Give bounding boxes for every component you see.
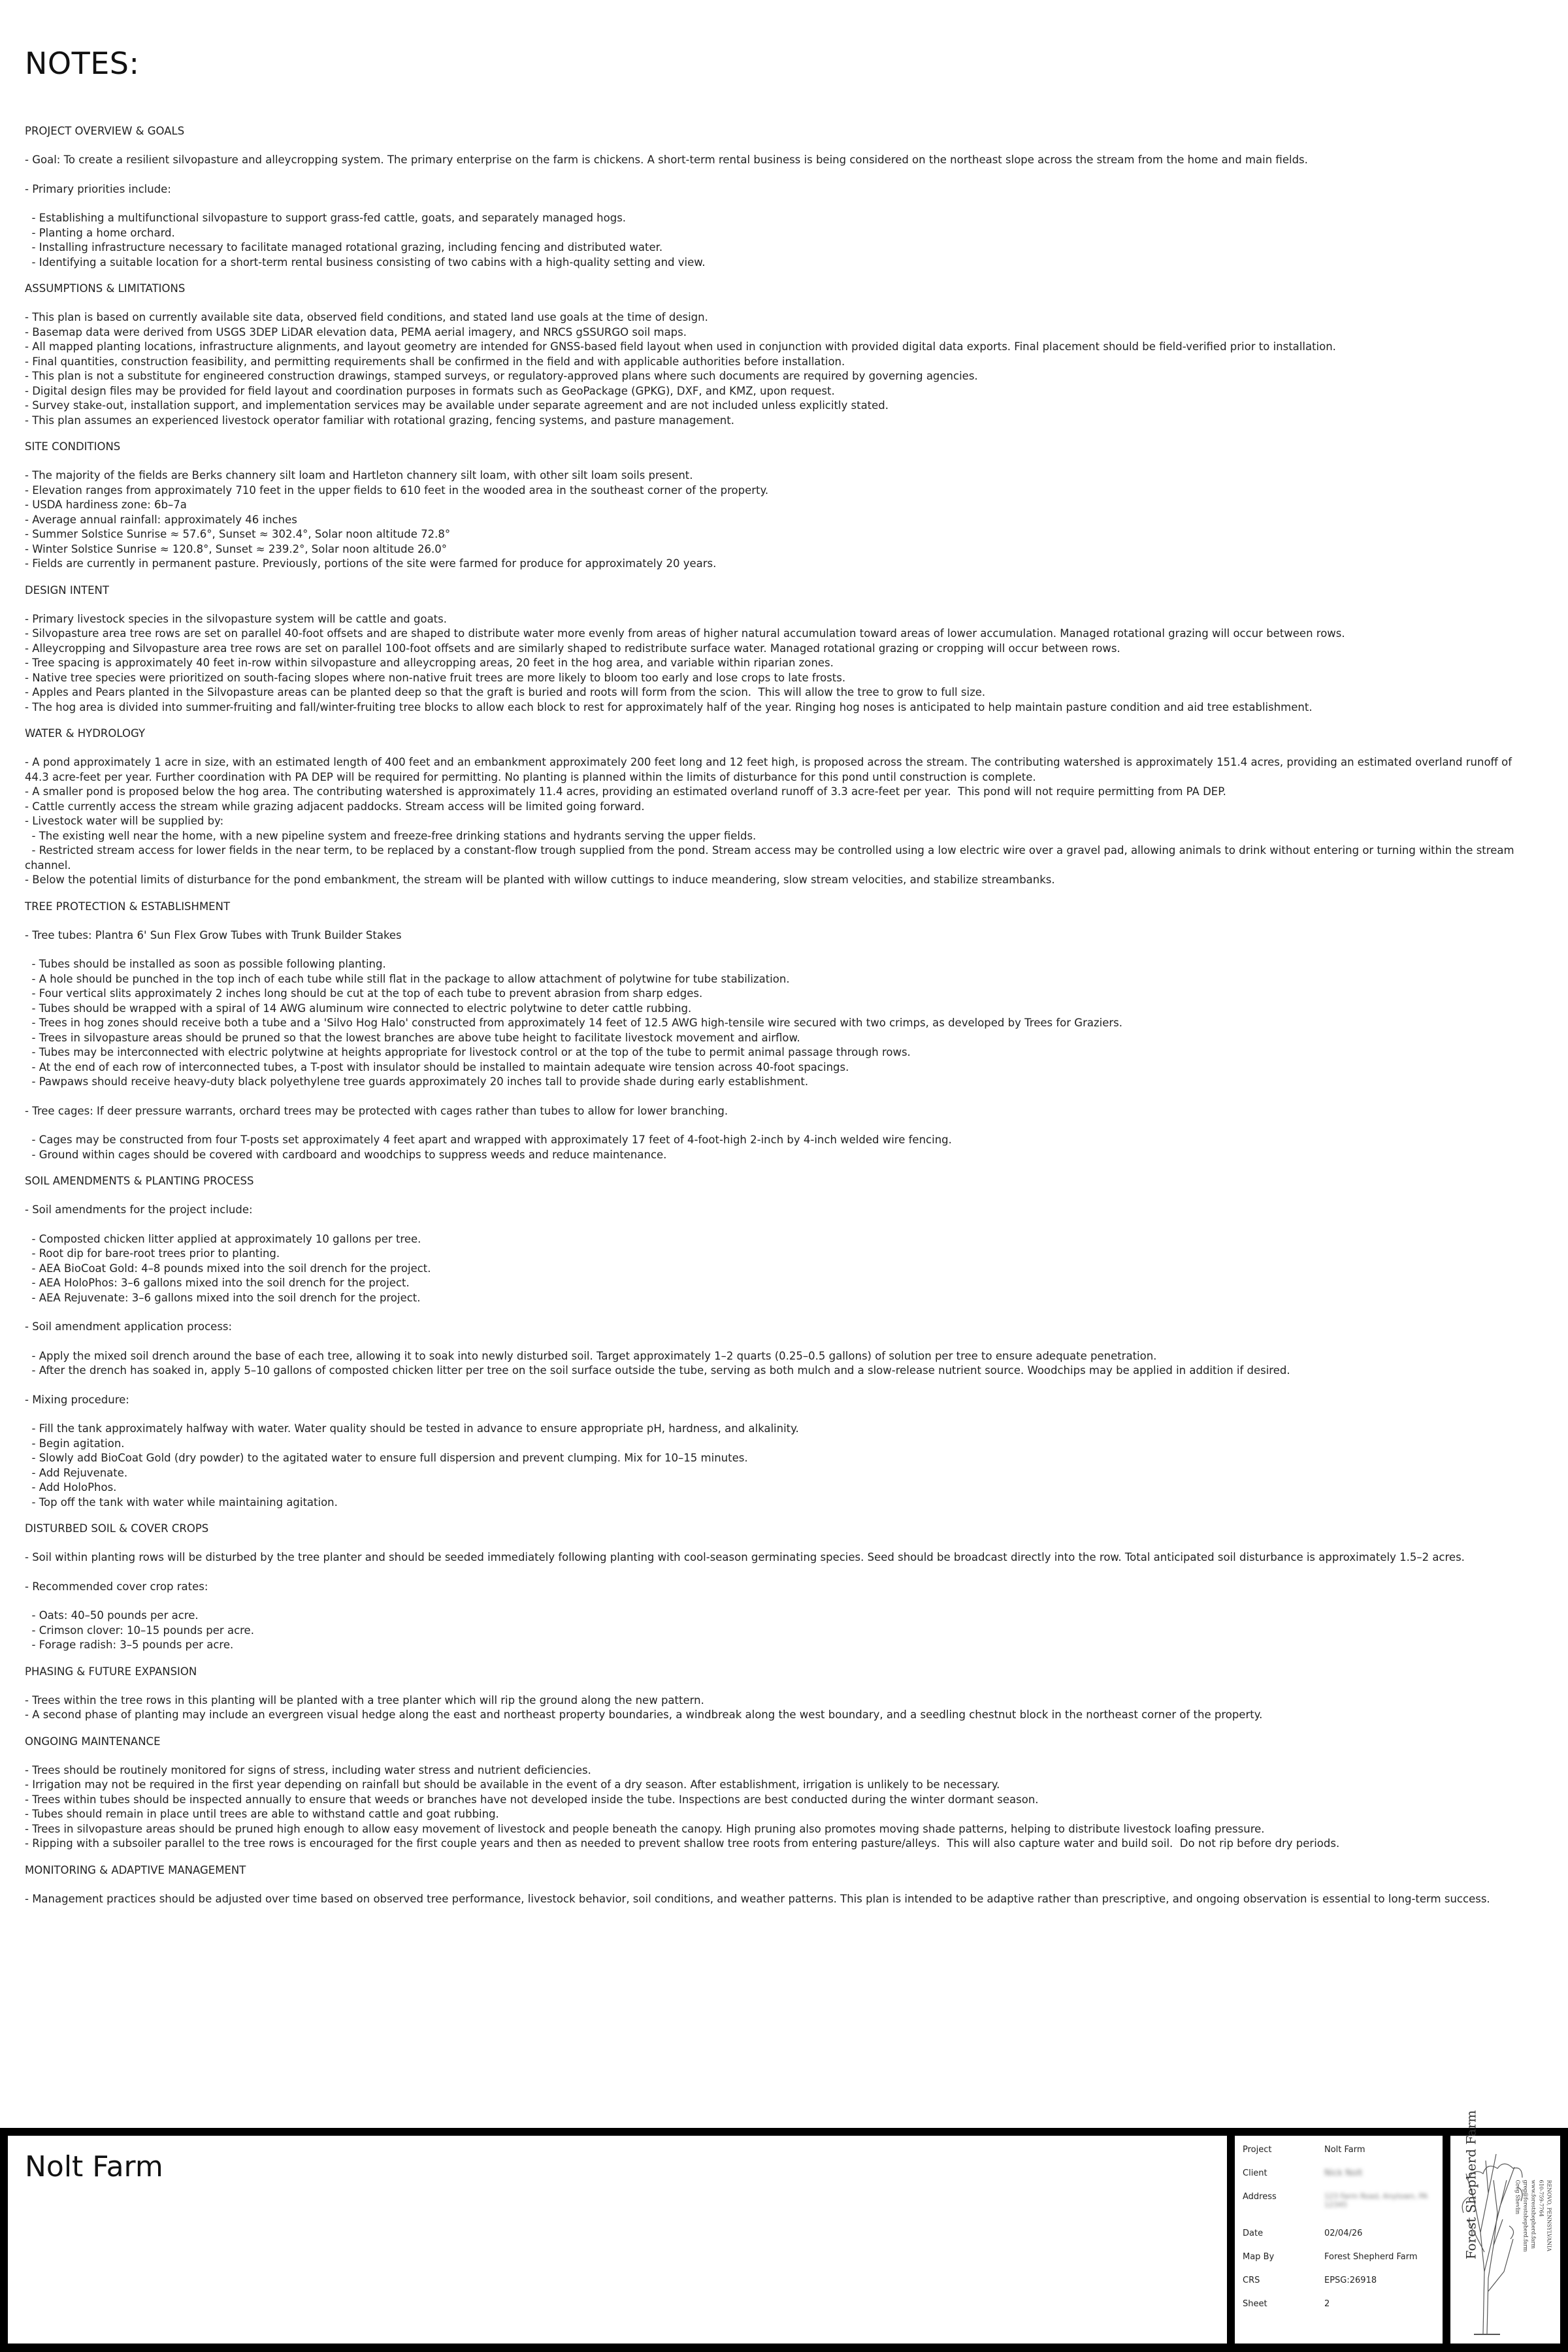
note-line: - Recommended cover crop rates: xyxy=(25,1580,208,1593)
info-label: Client xyxy=(1243,2168,1267,2178)
note-line: - Tubes should be installed as soon as possible following planting. xyxy=(25,958,386,970)
section-heading: DESIGN INTENT xyxy=(25,583,109,596)
note-line: - Four vertical slits approximately 2 inches long should be cut at the top of each tube to prevent abrasion from sharp edges. xyxy=(25,987,703,1000)
note-line: - Cages may be constructed from four T-posts set approximately 4 feet apart and wrapped with approximately 17 feet of 4-foot-high 2-inch by 4-inch welded wire fencing. xyxy=(25,1134,952,1146)
note-line: - Winter Solstice Sunrise ≈ 120.8°, Sunset ≈ 239.2°, Solar noon altitude 26.0° xyxy=(25,542,447,555)
note-line: - Fields are currently in permanent pasture. Previously, portions of the site were farmed for produce for approximately 20 years. xyxy=(25,557,717,570)
note-line: - Irrigation may not be required in the first year depending on rainfall but should be available in the event of a dry season. After establishment, irrigation is unlikely to be necessary. xyxy=(25,1778,1000,1791)
note-line: - Trees should be routinely monitored for signs of stress, including water stress and nutrient deficiencies. xyxy=(25,1763,591,1776)
note-line: - The hog area is divided into summer-fruiting and fall/winter-fruiting tree blocks to allow each block to rest for approximately half of the year. Ringing hog noses is anticipated to help maintain pasture condition and aid tree establishment. xyxy=(25,700,1313,713)
section-heading: PHASING & FUTURE EXPANSION xyxy=(25,1665,197,1678)
note-line: - At the end of each row of interconnected tubes, a T-post with insulator should be installed to maintain adequate wire tension across 40-foot spacings. xyxy=(25,1060,849,1073)
note-line: - Average annual rainfall: approximately 46 inches xyxy=(25,513,297,526)
note-line: - AEA HoloPhos: 3–6 gallons mixed into the soil drench for the project. xyxy=(25,1277,410,1289)
note-line: - Crimson clover: 10–15 pounds per acre. xyxy=(25,1624,254,1637)
note-line: - The majority of the fields are Berks channery silt loam and Hartleton channery silt loam, with other silt loam soils present. xyxy=(25,469,693,482)
info-label: Project xyxy=(1243,2145,1272,2155)
note-line: - A second phase of planting may include an evergreen visual hedge along the east and northeast property boundaries, a windbreak along the west boundary, and a seedling chestnut block in the northeast corner of the property. xyxy=(25,1708,1263,1721)
info-label: Date xyxy=(1243,2229,1264,2238)
note-line: - Native tree species were prioritized on south-facing slopes where non-native fruit trees are more likely to bloom too early and lose crops to late frosts. xyxy=(25,671,846,684)
notes-section xyxy=(25,1174,1527,1510)
notes-panel xyxy=(25,46,1527,1918)
note-line: - A hole should be punched in the top inch of each tube while still flat in the package to allow attachment of polytwine for tube stabilization. xyxy=(25,972,790,985)
note-line: - This plan is based on currently available site data, observed field conditions, and stated land use goals at the time of design. xyxy=(25,311,708,323)
notes-section xyxy=(25,1665,1527,1723)
note-line: - Alleycropping and Silvopasture area tree rows are set on parallel 100-foot offsets and are similarly shaped to redistribute surface water. Managed rotational grazing or cropping will occur between rows. xyxy=(25,642,1120,655)
note-line: - Silvopasture area tree rows are set on parallel 40-foot offsets and are shaped to distribute water more evenly from areas of higher natural accumulation toward areas of lower accumulation. Managed rotational grazing will occur between rows. xyxy=(25,627,1345,640)
farm-logo xyxy=(1454,2110,1556,2337)
line-spacer xyxy=(25,1565,1527,1580)
note-line: - Fill the tank approximately halfway with water. Water quality should be tested in advance to ensure appropriate pH, hardness, and alkalinity. xyxy=(25,1422,799,1435)
line-spacer xyxy=(25,1379,1527,1393)
line-spacer xyxy=(25,1594,1527,1609)
note-line: - AEA BioCoat Gold: 4–8 pounds mixed into the soil drench for the project. xyxy=(25,1262,431,1275)
section-heading: WATER & HYDROLOGY xyxy=(25,727,146,740)
note-line: - Tree tubes: Plantra 6' Sun Flex Grow Tubes with Trunk Builder Stakes xyxy=(25,928,402,941)
info-label: CRS xyxy=(1243,2276,1260,2285)
info-label: Map By xyxy=(1243,2252,1275,2262)
title-block xyxy=(0,2110,1568,2352)
note-line: - Trees in silvopasture areas should be pruned high enough to allow easy movement of livestock and people beneath the canopy. High pruning also promotes moving shade patterns, helping to distribute livestock loafing pressure. xyxy=(25,1822,1265,1835)
logo-contact-5: RENOVO, PENNSYLVANIA xyxy=(1546,2180,1552,2251)
info-value: 123 Farm Road, Anytown, PA 12345 xyxy=(1324,2192,1428,2209)
section-heading: ONGOING MAINTENANCE xyxy=(25,1735,161,1748)
info-value: 02/04/26 xyxy=(1324,2229,1363,2238)
note-line: - Installing infrastructure necessary to facilitate managed rotational grazing, including fencing and distributed water. xyxy=(25,241,663,253)
note-line: - Tree cages: If deer pressure warrants, orchard trees may be protected with cages rather than tubes to allow for lower branching. xyxy=(25,1104,728,1117)
note-line: - Ground within cages should be covered with cardboard and woodchips to suppress weeds and reduce maintenance. xyxy=(25,1148,667,1161)
note-line: - Composted chicken litter applied at approximately 10 gallons per tree. xyxy=(25,1232,421,1245)
note-line: - Elevation ranges from approximately 710 feet in the upper fields to 610 feet in the wooded area in the southeast corner of the property. xyxy=(25,483,769,497)
notes-section xyxy=(25,282,1527,428)
note-line: - Tubes should remain in place until trees are able to withstand cattle and goat rubbing. xyxy=(25,1808,499,1820)
note-line: - Ripping with a subsoiler parallel to the tree rows is encouraged for the first couple years and then as needed to prevent shallow tree roots from entering pasture/alleys. This will also capture water and build soil. Do not rip before dry periods. xyxy=(25,1837,1340,1850)
note-line: - Oats: 40–50 pounds per acre. xyxy=(25,1609,199,1622)
note-line: - Primary priorities include: xyxy=(25,182,171,195)
info-value: 2 xyxy=(1324,2299,1330,2309)
note-line: - USDA hardiness zone: 6b–7a xyxy=(25,498,187,511)
note-line: - Basemap data were derived from USGS 3DEP LiDAR elevation data, PEMA aerial imagery, and NRCS gSSURGO soil maps. xyxy=(25,325,687,338)
notes-section xyxy=(25,727,1527,888)
notes-section xyxy=(25,440,1527,572)
note-line: - Final quantities, construction feasibility, and permitting requirements shall be confirmed in the field and with applicable authorities before installation. xyxy=(25,355,845,368)
note-line: - Top off the tank with water while maintaining agitation. xyxy=(25,1495,338,1509)
note-line: - This plan assumes an experienced livestock operator familiar with rotational grazing, fencing systems, and pasture management. xyxy=(25,414,734,427)
note-line: - Survey stake-out, installation support, and implementation services may be available under separate agreement and are not included unless explicitly stated. xyxy=(25,399,889,412)
note-line: - Tubes may be interconnected with electric polytwine at heights appropriate for livestock control or at the top of the tube to permit animal passage through rows. xyxy=(25,1046,911,1058)
line-spacer xyxy=(25,197,1527,211)
note-line: - Livestock water will be supplied by: xyxy=(25,815,224,827)
note-line: - Slowly add BioCoat Gold (dry powder) to the agitated water to ensure full dispersion and prevent clumping. Mix for 10–15 minutes. xyxy=(25,1452,748,1464)
note-line: - Digital design files may be provided for field layout and coordination purposes in formats such as GeoPackage (GPKG), DXF, and KMZ, upon request. xyxy=(25,384,835,397)
note-line: - Tubes should be wrapped with a spiral of 14 AWG aluminum wire connected to electric polytwine to deter cattle rubbing. xyxy=(25,1002,692,1015)
logo-contact-1: Greg Shevlin xyxy=(1514,2180,1521,2215)
note-line: - Begin agitation. xyxy=(25,1437,125,1450)
notes-section xyxy=(25,1735,1527,1852)
note-line: - Trees in silvopasture areas should be pruned so that the lowest branches are above tube height to facilitate livestock movement and airflow. xyxy=(25,1031,800,1044)
note-line: - Apply the mixed soil drench around the base of each tree, allowing it to soak into newly disturbed soil. Target approximately 1–2 quarts (0.25–0.5 gallons) of solution per tree to ensure adequate penetration. xyxy=(25,1349,1157,1362)
note-line: - A pond approximately 1 acre in size, with an estimated length of 400 feet and an embankment approximately 200 feet long and 12 feet high, is proposed across the stream. The contributing watershed is approximately 151.4 acres, providing an estimated overland runoff of 44.3 acre-feet per year. Further coordination with PA DEP will be required for permitting. No planting is planned within the limits of disturbance for this pond until construction is complete. xyxy=(25,756,1516,783)
note-line: - AEA Rejuvenate: 3–6 gallons mixed into the soil drench for the project. xyxy=(25,1291,421,1304)
info-value: EPSG:26918 xyxy=(1324,2276,1377,2285)
title-block-logo xyxy=(1450,2110,1560,2344)
note-line: - Identifying a suitable location for a short-term rental business consisting of two cabins with a high-quality setting and view. xyxy=(25,255,706,269)
note-line: - Tree spacing is approximately 40 feet in-row within silvopasture and alleycropping areas, 20 feet in the hog area, and variable within riparian zones. xyxy=(25,657,834,669)
note-line: - The existing well near the home, with a new pipeline system and freeze-free drinking stations and hydrants serving the upper fields. xyxy=(25,829,757,842)
line-spacer xyxy=(25,168,1527,182)
title-block-main xyxy=(8,2136,1227,2344)
notes-section xyxy=(25,1863,1527,1907)
section-heading: DISTURBED SOIL & COVER CROPS xyxy=(25,1522,209,1535)
note-line: - Summer Solstice Sunrise ≈ 57.6°, Sunset ≈ 302.4°, Solar noon altitude 72.8° xyxy=(25,528,451,540)
note-line: - Cattle currently access the stream while grazing adjacent paddocks. Stream access will be limited going forward. xyxy=(25,800,645,813)
note-line: - Add Rejuvenate. xyxy=(25,1466,128,1479)
note-line: - This plan is not a substitute for engineered construction drawings, stamped surveys, or regulatory-approved plans where such documents are required by governing agencies. xyxy=(25,370,978,382)
note-line: - Trees within the tree rows in this planting will be planted with a tree planter which will rip the ground along the new pattern. xyxy=(25,1693,704,1707)
note-line: - A smaller pond is proposed below the hog area. The contributing watershed is approximately 11.4 acres, providing an estimated overland runoff of 3.3 acre-feet per year. This pond will not require permitting from PA DEP. xyxy=(25,785,1226,798)
note-line: - Soil amendment application process: xyxy=(25,1320,233,1333)
note-line: - All mapped planting locations, infrastructure alignments, and layout geometry are intended for GNSS-based field layout when used in conjunction with provided digital data exports. Final placement should be field-verified prior to installation. xyxy=(25,340,1336,353)
title-block-info xyxy=(1235,2136,1443,2344)
logo-contact-2: greg@forestshepherd.farm xyxy=(1522,2180,1529,2252)
notes-sections xyxy=(25,124,1527,1906)
line-spacer xyxy=(25,1305,1527,1320)
info-value: Forest Shepherd Farm xyxy=(1324,2252,1418,2262)
logo-name: Forest Shepherd Farm xyxy=(1463,2110,1479,2260)
notes-section xyxy=(25,124,1527,270)
notes-title: NOTES: xyxy=(25,46,140,81)
section-heading: SOIL AMENDMENTS & PLANTING PROCESS xyxy=(25,1175,254,1187)
note-line: - After the drench has soaked in, apply 5–10 gallons of composted chicken litter per tree on the soil surface outside the tube, serving as both mulch and a slow-release nutrient source. Woodchips may be applied in addition if desired. xyxy=(25,1364,1290,1377)
note-line: - Forage radish: 3–5 pounds per acre. xyxy=(25,1639,234,1651)
line-spacer xyxy=(25,1407,1527,1422)
section-heading: MONITORING & ADAPTIVE MANAGEMENT xyxy=(25,1863,246,1876)
note-line: - Soil within planting rows will be disturbed by the tree planter and should be seeded immediately following planting with cool-season germinating species. Seed should be broadcast directly into the row. Total anticipated soil disturbance is approximately 1.5–2 acres. xyxy=(25,1551,1465,1563)
logo-contact-4: 610-759-7764 xyxy=(1538,2180,1544,2217)
note-line: - Root dip for bare-root trees prior to planting. xyxy=(25,1247,280,1260)
line-spacer xyxy=(25,1119,1527,1133)
note-line: - Below the potential limits of disturbance for the pond embankment, the stream will be planted with willow cuttings to induce meandering, slow stream velocities, and stabilize streambanks. xyxy=(25,874,1055,886)
section-heading: SITE CONDITIONS xyxy=(25,440,121,453)
note-line: - Planting a home orchard. xyxy=(25,226,175,239)
note-line: - Establishing a multifunctional silvopasture to support grass-fed cattle, goats, and separately managed hogs. xyxy=(25,212,627,224)
note-line: - Primary livestock species in the silvopasture system will be cattle and goats. xyxy=(25,612,447,625)
note-line: - Add HoloPhos. xyxy=(25,1481,117,1494)
notes-section xyxy=(25,1522,1527,1653)
note-line: - Management practices should be adjusted over time based on observed tree performance, livestock behavior, soil conditions, and weather patterns. This plan is intended to be adaptive rather than prescriptive, and ongoing observation is essential to long-term success. xyxy=(25,1892,1490,1905)
note-line: - Trees in hog zones should receive both a tube and a 'Silvo Hog Halo' constructed from approximately 14 feet of 12.5 AWG high-tensile wire secured with two crimps, as developed by Trees for Graziers. xyxy=(25,1017,1122,1029)
info-label: Address xyxy=(1243,2192,1277,2202)
note-line: - Apples and Pears planted in the Silvopasture areas can be planted deep so that the graft is buried and roots will form from the scion. This will allow the tree to grow to full size. xyxy=(25,686,986,698)
info-value: Nick Nolt xyxy=(1324,2168,1363,2178)
logo-contact-3: www.forestshepherd.farm xyxy=(1530,2180,1537,2249)
project-name: Nolt Farm xyxy=(25,2150,163,2183)
note-line: - Soil amendments for the project include: xyxy=(25,1203,253,1216)
note-line: - Mixing procedure: xyxy=(25,1393,129,1406)
line-spacer xyxy=(25,1218,1527,1232)
note-line: - Restricted stream access for lower fields in the near term, to be replaced by a constant-flow trough supplied from the pond. Stream access may be controlled using a low electric wire over a gravel pad, allowing animals to drink without entering or turning within the stream channel. xyxy=(25,844,1518,872)
section-heading: ASSUMPTIONS & LIMITATIONS xyxy=(25,282,186,295)
note-line: - Trees within tubes should be inspected annually to ensure that weeds or branches have not developed inside the tube. Inspections are best conducted during the winter dormant season. xyxy=(25,1793,1039,1806)
section-heading: PROJECT OVERVIEW & GOALS xyxy=(25,125,185,137)
section-heading: TREE PROTECTION & ESTABLISHMENT xyxy=(25,900,231,913)
line-spacer xyxy=(25,943,1527,957)
line-spacer xyxy=(25,1335,1527,1349)
line-spacer xyxy=(25,1090,1527,1104)
notes-section xyxy=(25,583,1527,715)
note-line: - Goal: To create a resilient silvopasture and alleycropping system. The primary enterprise on the farm is chickens. A short-term rental business is being considered on the northeast slope across the stream from the home and main fields. xyxy=(25,154,1308,166)
note-line: - Pawpaws should receive heavy-duty black polyethylene tree guards approximately 20 inches tall to provide shade during early establishment. xyxy=(25,1075,809,1088)
info-value: Nolt Farm xyxy=(1324,2145,1365,2155)
notes-section xyxy=(25,900,1527,1163)
info-label: Sheet xyxy=(1243,2299,1267,2309)
